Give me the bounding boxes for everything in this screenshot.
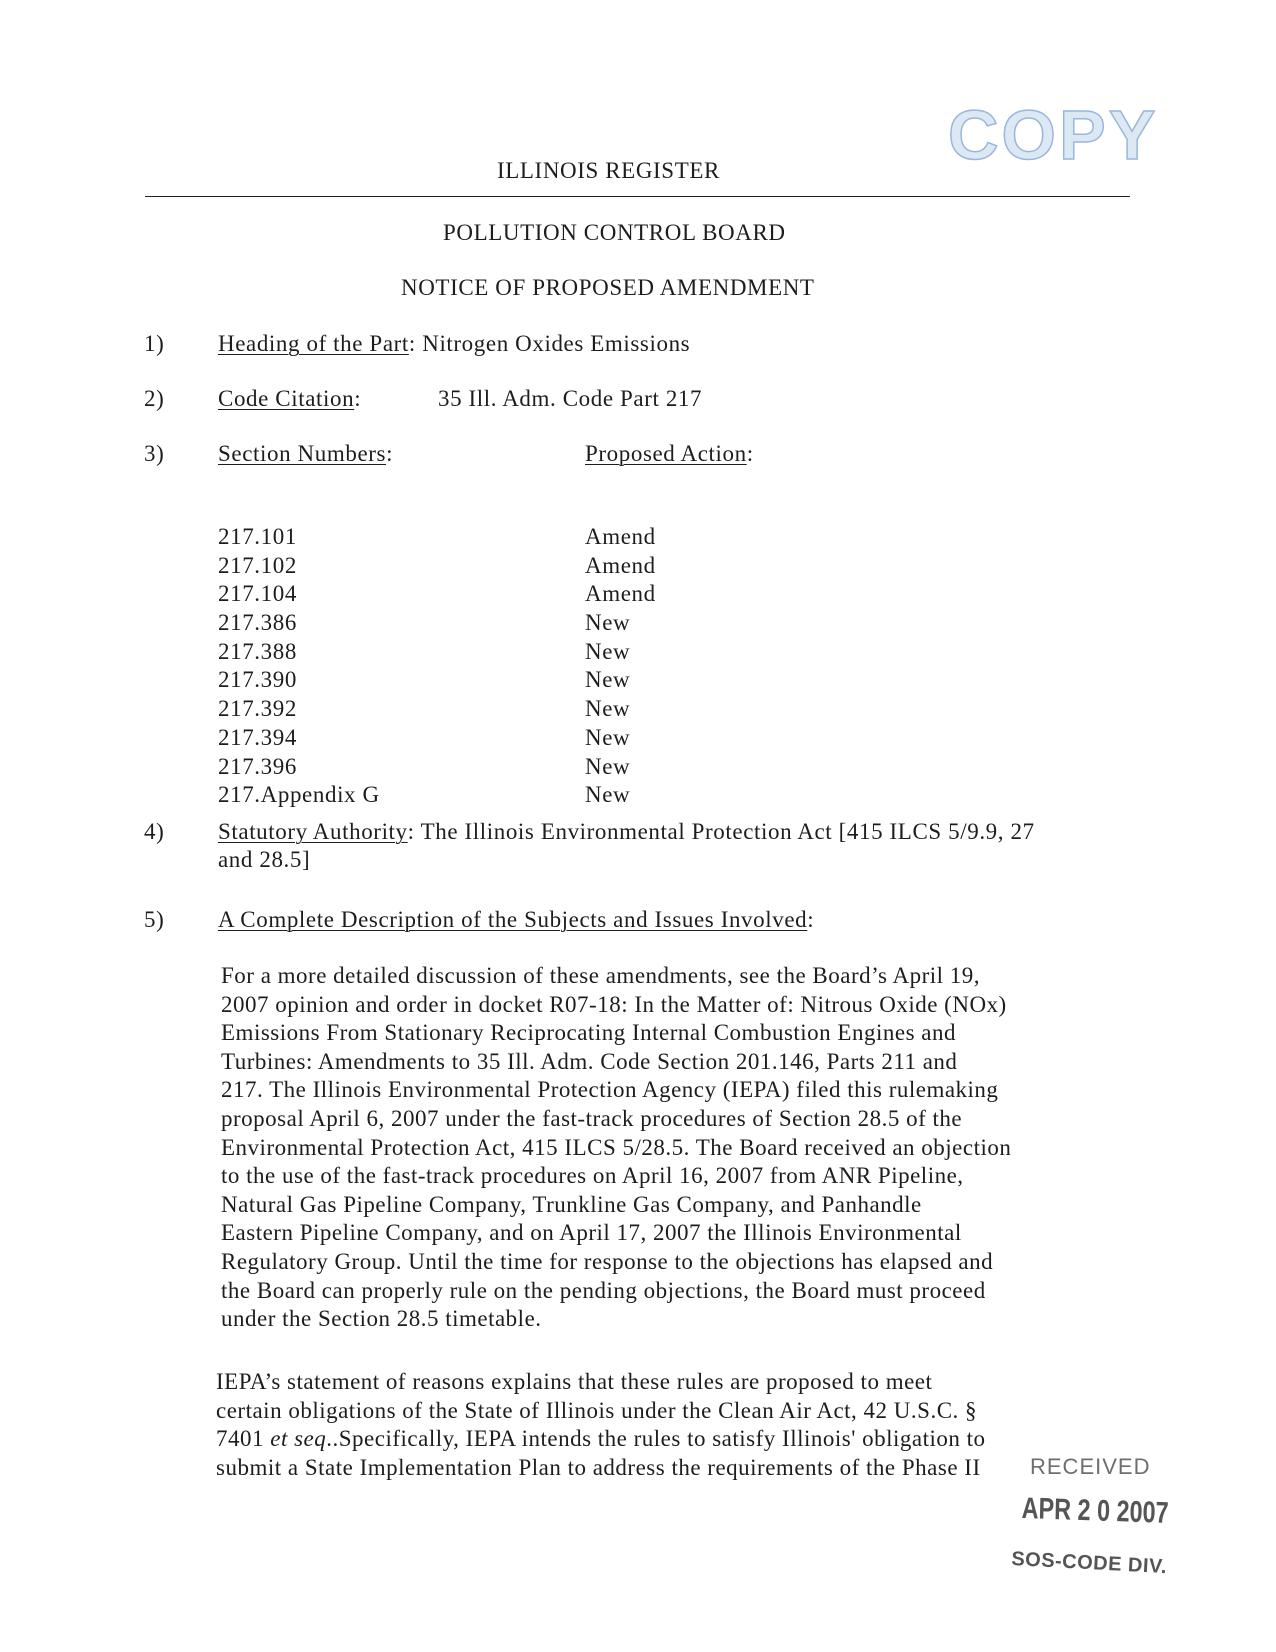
paragraph-line: to the use of the fast-track procedures on April 16, 2007 from ANR Pipeline, <box>221 1163 964 1189</box>
board-title: POLLUTION CONTROL BOARD <box>443 220 786 245</box>
proposed-action: New <box>585 724 631 750</box>
paragraph-line: For a more detailed discussion of these amendments, see the Board’s April 19, <box>221 963 981 988</box>
copy-stamp: COPY <box>948 96 1159 174</box>
proposed-action: Amend <box>585 524 656 549</box>
section-number: 217.Appendix G <box>218 782 380 808</box>
item-number-5: 5) <box>144 907 165 932</box>
description-paragraph-1 <box>221 962 1011 1334</box>
paragraph-line: certain obligations of the State of Illinois under the Clean Air Act, 42 U.S.C. § <box>216 1397 978 1423</box>
paragraph-line: under the Section 28.5 timetable. <box>221 1306 542 1332</box>
paragraph-line: Emissions From Stationary Reciprocating Internal Combustion Engines and <box>221 1020 956 1046</box>
proposed-action: New <box>585 753 631 779</box>
section-number: 217.104 <box>218 581 297 607</box>
code-citation <box>218 385 361 413</box>
statutory-authority-colon: : <box>407 819 415 844</box>
proposed-action: New <box>585 696 631 722</box>
item-number-3: 3) <box>144 441 165 466</box>
paragraph-line: Regulatory Group. Until the time for response to the objections has elapsed and <box>221 1248 994 1274</box>
proposed-action: New <box>585 782 631 808</box>
section-number: 217.102 <box>218 552 297 578</box>
paragraph-line: the Board can properly rule on the pending objections, the Board must proceed <box>221 1277 986 1303</box>
paragraph-line: IEPA’s statement of reasons explains that these rules are proposed to meet <box>216 1369 933 1394</box>
section-number: 217.392 <box>218 696 297 722</box>
section-numbers-heading <box>218 440 393 468</box>
received-date-stamp: APR 2 0 2007 <box>1021 1492 1169 1530</box>
section-number: 217.390 <box>218 667 297 693</box>
statutory-authority <box>218 818 1035 846</box>
statutory-authority-continued: and 28.5] <box>218 847 311 872</box>
description-heading <box>218 906 814 934</box>
paragraph-line: submit a State Implementation Plan to address the requirements of the Phase II <box>216 1454 981 1480</box>
description-paragraph-2 <box>216 1368 986 1482</box>
paragraph-line: Turbines: Amendments to 35 Ill. Adm. Code Section 201.146, Parts 211 and <box>221 1048 958 1074</box>
proposed-action-heading <box>585 440 754 468</box>
section-numbers-label: Section Numbers <box>218 441 387 466</box>
heading-label: Heading of the Part <box>218 331 409 356</box>
section-number: 217.386 <box>218 610 297 636</box>
paragraph-line-rest: ..Specifically, IEPA intends the rules to satisfy Illinois' obligation to <box>326 1426 986 1452</box>
paragraph-line: proposal April 6, 2007 under the fast-track procedures of Section 28.5 of the <box>221 1105 963 1131</box>
paragraph-line: Environmental Protection Act, 415 ILCS 5/28.5. The Board received an objection <box>221 1134 1012 1160</box>
citation-number: 7401 <box>216 1426 271 1452</box>
paragraph-line: Natural Gas Pipeline Company, Trunkline Gas Company, and Panhandle <box>221 1191 922 1217</box>
section-number-list <box>218 523 380 810</box>
received-stamp: RECEIVED <box>1030 1454 1151 1479</box>
division-stamp: SOS-CODE DIV. <box>1010 1548 1168 1579</box>
citation-value: 35 Ill. Adm. Code Part 217 <box>438 386 703 411</box>
item-number-1: 1) <box>144 331 165 356</box>
proposed-action: Amend <box>585 581 656 607</box>
statutory-authority-value: The Illinois Environmental Protection Act [415 ILCS 5/9.9, 27 <box>420 819 1035 844</box>
proposed-action: New <box>585 667 631 693</box>
section-number: 217.101 <box>218 524 297 549</box>
item-number-4: 4) <box>144 819 165 844</box>
heading-colon: : <box>408 331 416 356</box>
section-number: 217.396 <box>218 753 297 779</box>
section-number: 217.394 <box>218 724 297 750</box>
citation-colon: : <box>354 386 362 411</box>
description-colon: : <box>807 907 815 932</box>
paragraph-line: Eastern Pipeline Company, and on April 17, 2007 the Illinois Environmental <box>221 1220 962 1246</box>
paragraph-line: 2007 opinion and order in docket R07-18: In the Matter of: Nitrous Oxide (NOx) <box>221 991 1007 1017</box>
proposed-action: New <box>585 610 631 636</box>
description-label: A Complete Description of the Subjects and Issues Involved <box>218 907 808 932</box>
proposed-action-label: Proposed Action <box>585 441 747 466</box>
citation-label: Code Citation <box>218 386 355 411</box>
register-title: ILLINOIS REGISTER <box>497 158 720 183</box>
section-numbers-colon: : <box>386 441 394 466</box>
proposed-action: Amend <box>585 552 656 578</box>
paragraph-line <box>216 1425 986 1454</box>
proposed-action-list <box>585 523 656 810</box>
heading-of-part <box>218 330 690 358</box>
proposed-action: New <box>585 638 631 664</box>
item-number-2: 2) <box>144 386 165 411</box>
header-rule <box>145 196 1130 197</box>
et-seq-italic: et seq <box>270 1426 327 1452</box>
notice-title: NOTICE OF PROPOSED AMENDMENT <box>401 275 815 300</box>
section-number: 217.388 <box>218 638 297 664</box>
paragraph-line: 217. The Illinois Environmental Protection Agency (IEPA) filed this rulemaking <box>221 1077 999 1103</box>
heading-value: Nitrogen Oxides Emissions <box>422 331 691 356</box>
statutory-authority-label: Statutory Authority <box>218 819 408 844</box>
proposed-action-colon: : <box>746 441 754 466</box>
